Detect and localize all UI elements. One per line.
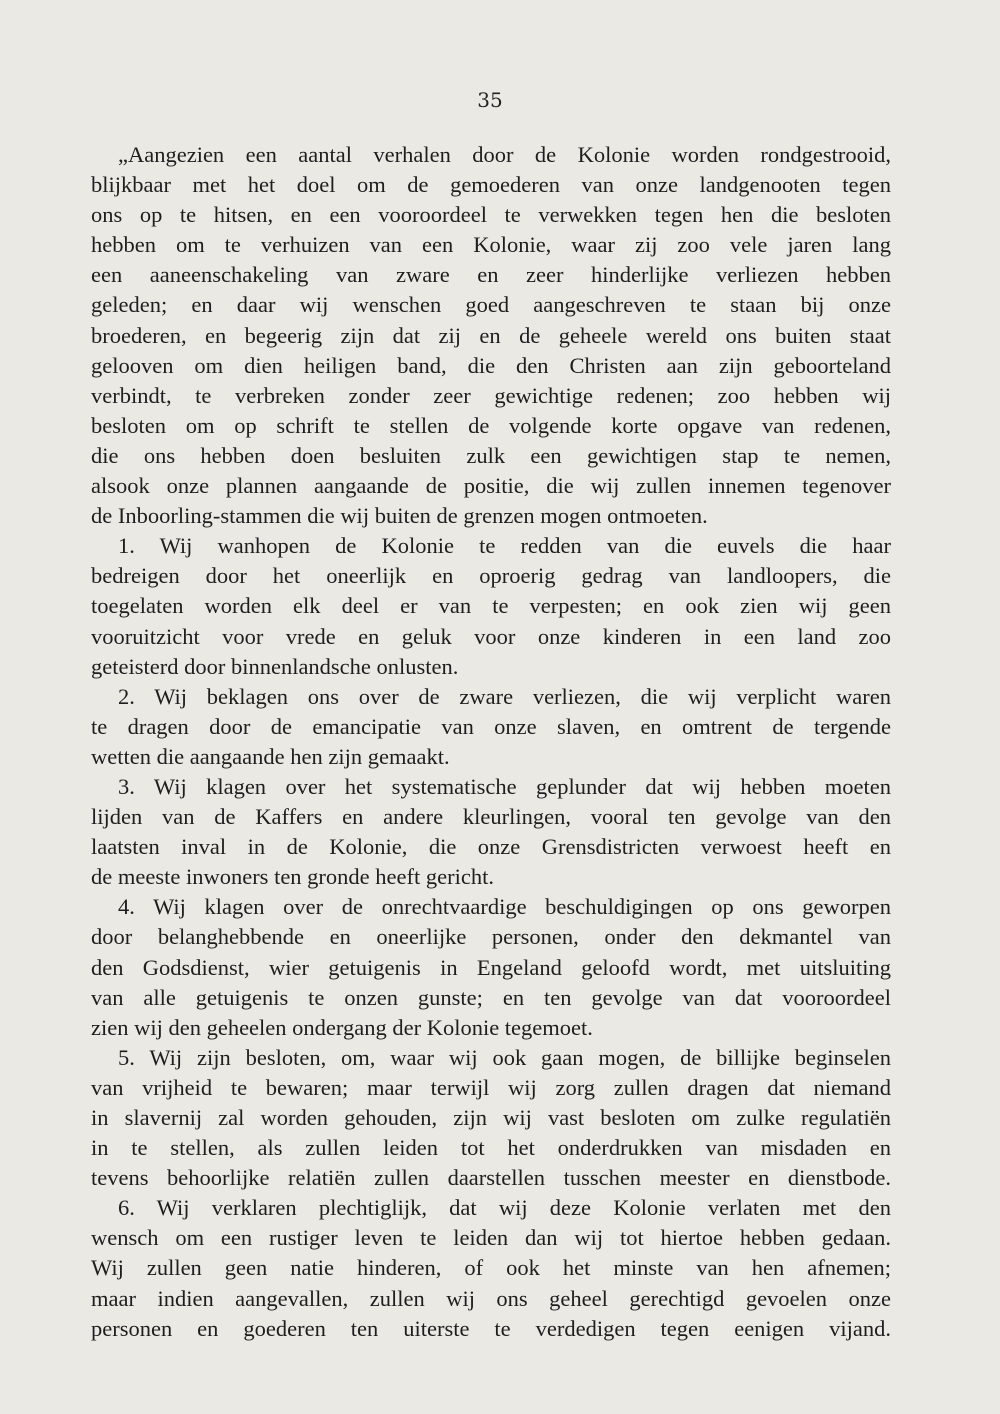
text-line: tevens behoorlijke relatiën zullen daarstellen tusschen meester en dienstbode. — [91, 1165, 891, 1191]
text-line: laatsten inval in de Kolonie, die onze Grensdistricten verwoest heeft en — [91, 834, 891, 860]
text-line: 2. Wij beklagen ons over de zware verliezen, die wij verplicht waren — [118, 683, 891, 709]
text-line: de meeste inwoners ten gronde heeft gericht. — [91, 864, 494, 890]
text-line: verbindt, te verbreken zonder zeer gewichtige redenen; zoo hebben wij — [91, 382, 891, 408]
text-line: geleden; en daar wij wenschen goed aangeschreven te staan bij onze — [91, 292, 891, 318]
text-line: ons op te hitsen, en een vooroordeel te verwekken tegen hen die besloten — [91, 202, 891, 228]
text-line: Wij zullen geen natie hinderen, of ook het minste van hen afnemen; — [91, 1255, 891, 1281]
text-line: geteisterd door binnenlandsche onlusten. — [91, 653, 459, 679]
text-line: die ons hebben doen besluiten zulk een gewichtigen stap te nemen, — [91, 442, 891, 468]
text-line: vooruitzicht voor vrede en geluk voor onze kinderen in een land zoo — [91, 623, 891, 649]
text-line: maar indien aangevallen, zullen wij ons geheel gerechtigd gevoelen onze — [91, 1285, 891, 1311]
text-line: gelooven om dien heiligen band, die den Christen aan zijn geboorteland — [91, 352, 891, 378]
text-line: zien wij den geheelen ondergang der Kolonie tegemoet. — [91, 1014, 593, 1040]
text-line: alsook onze plannen aangaande de positie, die wij zullen innemen tegenover — [91, 473, 891, 499]
text-line: 4. Wij klagen over de onrechtvaardige beschuldigingen op ons geworpen — [118, 894, 891, 920]
text-line: in slavernij zal worden gehouden, zijn wij vast besloten om zulke regulatiën — [91, 1105, 891, 1130]
text-line: 3. Wij klagen over het systematische geplunder dat wij hebben moeten — [118, 773, 891, 799]
text-line: toegelaten worden elk deel er van te verpesten; en ook zien wij geen — [91, 593, 891, 619]
text-line: 6. Wij verklaren plechtiglijk, dat wij deze Kolonie verlaten met den — [118, 1195, 891, 1221]
text-line: een aaneenschakeling van zware en zeer hinderlijke verliezen hebben — [91, 262, 891, 288]
text-line: te dragen door de emancipatie van onze slaven, en omtrent de tergende — [91, 713, 891, 739]
text-line: den Godsdienst, wier getuigenis in Engeland geloofd wordt, met uitsluiting — [91, 954, 891, 980]
text-line: broederen, en begeerig zijn dat zij en de geheele wereld ons buiten staat — [91, 322, 891, 348]
text-line: 1. Wij wanhopen de Kolonie te redden van die euvels die haar — [118, 533, 891, 559]
text-line: in te stellen, als zullen leiden tot het onderdrukken van misdaden en — [91, 1135, 891, 1161]
text-line: wensch om een rustiger leven te leiden dan wij tot hiertoe hebben gedaan. — [91, 1225, 891, 1251]
page-number: 35 — [477, 88, 503, 112]
text-line: lijden van de Kaffers en andere kleurlingen, vooral ten gevolge van den — [91, 804, 891, 830]
text-line: wetten die aangaande hen zijn gemaakt. — [91, 743, 450, 769]
text-line: bedreigen door het oneerlijk en oproerig gedrag van landloopers, die — [91, 563, 891, 589]
text-line: door belanghebbende en oneerlijke personen, onder den dekmantel van — [91, 924, 891, 950]
text-line: „Aangezien een aantal verhalen door de Kolonie worden rondgestrooid, — [118, 142, 891, 167]
text-line: van alle getuigenis te onzen gunste; en ten gevolge van dat vooroordeel — [91, 984, 891, 1010]
text-line: 5. Wij zijn besloten, om, waar wij ook gaan mogen, de billijke beginselen — [118, 1044, 891, 1070]
text-line: blijkbaar met het doel om de gemoederen van onze landgenooten tegen — [91, 172, 891, 198]
body-text — [91, 140, 891, 1344]
text-line: van vrijheid te bewaren; maar terwijl wij zorg zullen dragen dat niemand — [91, 1074, 891, 1100]
text-line: besloten om op schrift te stellen de volgende korte opgave van redenen, — [91, 412, 891, 438]
text-line: hebben om te verhuizen van een Kolonie, waar zij zoo vele jaren lang — [91, 232, 891, 258]
text-line: personen en goederen ten uiterste te verdedigen tegen eenigen vijand. — [91, 1315, 891, 1341]
text-line: de Inboorling-stammen die wij buiten de grenzen mogen ontmoeten. — [91, 503, 708, 529]
